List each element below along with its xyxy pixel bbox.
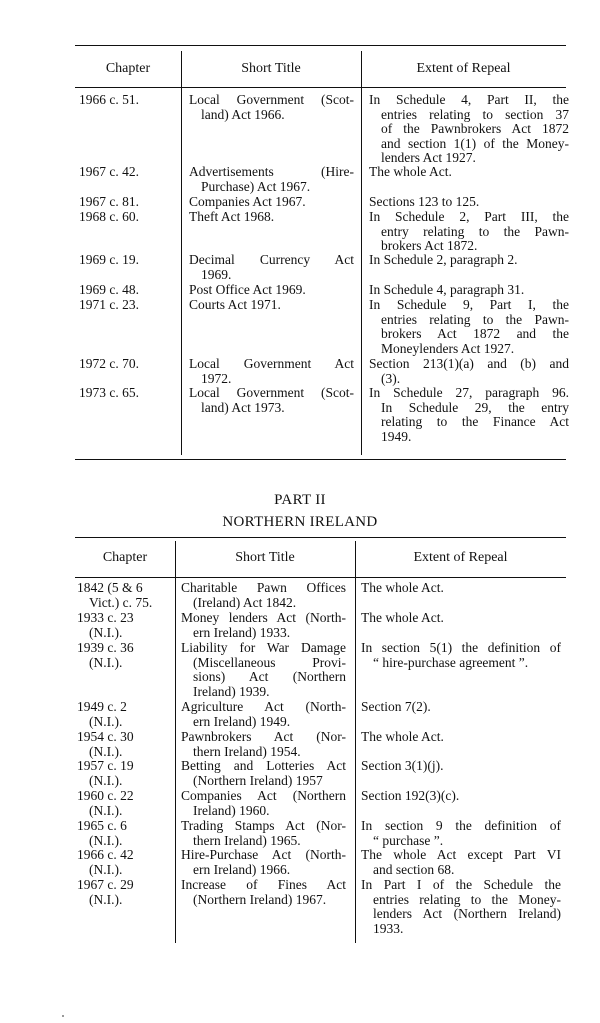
table-top-rule: [75, 45, 566, 46]
row-chapter: [79, 210, 179, 225]
row-extent-of-repeal: [361, 848, 561, 877]
text-line: lenders Act (Northern Ireland): [373, 906, 561, 922]
row-extent-of-repeal: [361, 789, 561, 804]
text-line: 1954 c. 30: [77, 729, 134, 744]
header-extent-of-repeal: Extent of Repeal: [413, 550, 508, 565]
text-line: Money lenders Act (North-: [181, 610, 346, 625]
text-line: The whole Act.: [361, 610, 444, 625]
text-line: lenders Act 1927.: [381, 150, 476, 166]
page-speck: [62, 1015, 64, 1017]
row-extent-of-repeal: [361, 700, 561, 715]
row-short-title: [181, 789, 346, 818]
row-extent-of-repeal: [369, 253, 569, 268]
text-line: Moneylenders Act 1927.: [381, 340, 515, 356]
row-short-title: [181, 730, 346, 759]
text-line: (Northern Ireland) 1967.: [193, 891, 327, 907]
row-short-title: [181, 878, 346, 907]
row-chapter: [77, 611, 177, 640]
text-line: Courts Act 1971.: [189, 297, 281, 312]
text-line: Companies Act (Northern: [181, 788, 346, 803]
row-extent-of-repeal: [369, 283, 569, 298]
row-extent-of-repeal: [369, 210, 569, 254]
text-line: The whole Act except Part VI: [361, 847, 561, 862]
row-short-title: [189, 298, 354, 313]
column-divider: [355, 541, 356, 943]
text-line: 1960 c. 22: [77, 788, 134, 803]
text-line: In Schedule 9, Part I, the: [369, 297, 569, 312]
text-line: 1949 c. 2: [77, 699, 127, 714]
row-chapter: [79, 195, 179, 210]
row-chapter: [79, 253, 179, 268]
row-chapter: [77, 759, 177, 788]
text-line: 1967 c. 42.: [79, 164, 139, 179]
row-extent-of-repeal: [361, 641, 561, 670]
text-line: 1939 c. 36: [77, 640, 134, 655]
text-line: In Part I of the Schedule the: [361, 877, 561, 892]
text-line: 1966 c. 42: [77, 847, 134, 862]
row-chapter: [77, 878, 177, 907]
row-chapter: [79, 357, 179, 372]
text-line: entries relating to section 37: [381, 106, 569, 122]
text-line: (N.I.).: [89, 743, 123, 759]
text-line: Charitable Pawn Offices: [181, 580, 346, 595]
text-line: In Schedule 27, paragraph 96.: [369, 385, 569, 400]
row-extent-of-repeal: [361, 819, 561, 848]
text-line: Local Government (Scot-: [189, 92, 354, 107]
text-line: Section 192(3)(c).: [361, 788, 460, 803]
row-extent-of-repeal: [369, 195, 569, 210]
text-line: (N.I.).: [89, 654, 123, 670]
text-line: Companies Act 1967.: [189, 194, 306, 209]
part-name: NORTHERN IRELAND: [222, 514, 378, 530]
text-line: 1972.: [201, 370, 232, 386]
text-line: The whole Act.: [369, 164, 452, 179]
text-line: (N.I.).: [89, 832, 123, 848]
row-short-title: [189, 165, 354, 194]
row-chapter: [79, 386, 179, 401]
text-line: Agriculture Act (North-: [181, 699, 346, 714]
repeals-table-part-1: [75, 45, 569, 465]
row-chapter: [77, 819, 177, 848]
row-extent-of-repeal: [361, 611, 561, 626]
header-chapter: Chapter: [105, 61, 151, 76]
text-line: (3).: [381, 370, 401, 386]
text-line: 1933 c. 23: [77, 610, 134, 625]
text-line: relating to the Finance Act: [381, 414, 569, 430]
text-line: Section 3(1)(j).: [361, 758, 444, 773]
text-line: 1969 c. 48.: [79, 282, 139, 297]
text-line: In Schedule 2, Part III, the: [369, 209, 569, 224]
text-line: (N.I.).: [89, 891, 123, 907]
text-line: ern Ireland) 1933.: [193, 624, 291, 640]
text-line: brokers Act 1872.: [381, 238, 478, 254]
header-short-title: Short Title: [235, 550, 295, 565]
text-line: Liability for War Damage: [181, 640, 346, 655]
row-short-title: [189, 210, 354, 225]
text-line: 1842 (5 & 6: [77, 580, 143, 595]
row-short-title: [189, 93, 354, 122]
text-line: Local Government (Scot-: [189, 385, 354, 400]
table-bottom-rule: [75, 459, 566, 460]
row-extent-of-repeal: [361, 878, 561, 936]
text-line: Section 7(2).: [361, 699, 431, 714]
text-line: brokers Act 1872 and the: [381, 326, 569, 342]
text-line: “ purchase ”.: [373, 832, 444, 848]
text-line: Purchase) Act 1967.: [201, 178, 311, 194]
text-line: 1957 c. 19: [77, 758, 134, 773]
row-chapter: [77, 730, 177, 759]
text-line: In Schedule 4, paragraph 31.: [369, 282, 525, 297]
row-chapter: [77, 789, 177, 818]
text-line: Sections 123 to 125.: [369, 194, 480, 209]
row-short-title: [189, 195, 354, 210]
text-line: (Northern Ireland) 1957: [193, 772, 323, 788]
header-bottom-rule: [75, 577, 566, 578]
row-short-title: [189, 283, 354, 298]
text-line: “ hire-purchase agreement ”.: [373, 654, 529, 670]
text-line: 1965 c. 6: [77, 818, 127, 833]
text-line: Increase of Fines Act: [181, 877, 346, 892]
text-line: land) Act 1966.: [201, 106, 285, 122]
text-line: In Schedule 29, the entry: [381, 399, 569, 415]
row-extent-of-repeal: [369, 165, 569, 180]
row-short-title: [181, 759, 346, 788]
row-extent-of-repeal: [369, 386, 569, 444]
text-line: Theft Act 1968.: [189, 209, 275, 224]
row-chapter: [77, 641, 177, 670]
row-extent-of-repeal: [369, 298, 569, 356]
text-line: Ireland) 1960.: [193, 802, 270, 818]
row-short-title: [189, 386, 354, 415]
text-line: 1967 c. 29: [77, 877, 134, 892]
text-line: Trading Stamps Act (Nor-: [181, 818, 346, 833]
text-line: Vict.) c. 75.: [89, 594, 153, 610]
text-line: Section 213(1)(a) and (b) and: [369, 356, 569, 371]
text-line: (Miscellaneous Provi-: [193, 654, 346, 670]
row-chapter: [77, 700, 177, 729]
text-line: Local Government Act: [189, 356, 354, 371]
row-short-title: [189, 253, 354, 282]
text-line: 1969.: [201, 266, 232, 282]
text-line: (N.I.).: [89, 802, 123, 818]
row-extent-of-repeal: [361, 730, 561, 745]
text-line: ern Ireland) 1966.: [193, 861, 291, 877]
row-short-title: [181, 700, 346, 729]
text-line: The whole Act.: [361, 580, 444, 595]
text-line: and section 68.: [373, 861, 455, 877]
row-short-title: [181, 641, 346, 699]
text-line: 1968 c. 60.: [79, 209, 139, 224]
row-chapter: [77, 848, 177, 877]
text-line: 1933.: [373, 920, 404, 936]
text-line: entry relating to the Pawn-: [381, 223, 569, 239]
header-chapter: Chapter: [102, 550, 148, 565]
text-line: Advertisements (Hire-: [189, 164, 354, 179]
text-line: In Schedule 2, paragraph 2.: [369, 252, 518, 267]
text-line: In section 5(1) the definition of: [361, 640, 561, 655]
text-line: 1971 c. 23.: [79, 297, 139, 312]
text-line: thern Ireland) 1965.: [193, 832, 301, 848]
text-line: (N.I.).: [89, 772, 123, 788]
text-line: (N.I.).: [89, 861, 123, 877]
row-short-title: [181, 611, 346, 640]
header-short-title: Short Title: [241, 61, 301, 76]
text-line: Hire-Purchase Act (North-: [181, 847, 346, 862]
row-short-title: [189, 357, 354, 386]
text-line: Post Office Act 1969.: [189, 282, 306, 297]
table-top-rule: [75, 537, 566, 538]
text-line: sions) Act (Northern: [193, 669, 346, 685]
text-line: Pawnbrokers Act (Nor-: [181, 729, 346, 744]
text-line: land) Act 1973.: [201, 399, 285, 415]
text-line: and section 1(1) of the Money-: [381, 135, 569, 151]
text-line: (N.I.).: [89, 713, 123, 729]
text-line: Ireland) 1939.: [193, 683, 270, 699]
text-line: (Ireland) Act 1842.: [193, 594, 297, 610]
header-bottom-rule: [75, 87, 566, 88]
repeals-table-part-2: [75, 537, 566, 947]
row-short-title: [181, 581, 346, 610]
header-extent-of-repeal: Extent of Repeal: [416, 61, 511, 76]
text-line: entries relating to the Pawn-: [381, 311, 569, 327]
row-chapter: [79, 165, 179, 180]
text-line: 1973 c. 65.: [79, 385, 139, 400]
row-chapter: [77, 581, 177, 610]
row-short-title: [181, 848, 346, 877]
text-line: 1966 c. 51.: [79, 92, 139, 107]
text-line: ern Ireland) 1949.: [193, 713, 291, 729]
column-divider: [181, 51, 182, 455]
row-extent-of-repeal: [361, 581, 561, 596]
text-line: entries relating to the Money-: [373, 891, 561, 907]
row-chapter: [79, 283, 179, 298]
column-divider: [361, 51, 362, 455]
text-line: thern Ireland) 1954.: [193, 743, 301, 759]
text-line: In Schedule 4, Part II, the: [369, 92, 569, 107]
row-extent-of-repeal: [369, 93, 569, 166]
text-line: (N.I.).: [89, 624, 123, 640]
text-line: The whole Act.: [361, 729, 444, 744]
row-extent-of-repeal: [369, 357, 569, 386]
text-line: 1969 c. 19.: [79, 252, 139, 267]
row-chapter: [79, 93, 179, 108]
part-number: PART II: [274, 492, 326, 508]
row-chapter: [79, 298, 179, 313]
text-line: Decimal Currency Act: [189, 252, 354, 267]
text-line: 1972 c. 70.: [79, 356, 139, 371]
text-line: Betting and Lotteries Act: [181, 758, 346, 773]
text-line: of the Pawnbrokers Act 1872: [381, 121, 569, 137]
text-line: In section 9 the definition of: [361, 818, 561, 833]
row-short-title: [181, 819, 346, 848]
text-line: 1967 c. 81.: [79, 194, 139, 209]
text-line: 1949.: [381, 428, 412, 444]
row-extent-of-repeal: [361, 759, 561, 774]
